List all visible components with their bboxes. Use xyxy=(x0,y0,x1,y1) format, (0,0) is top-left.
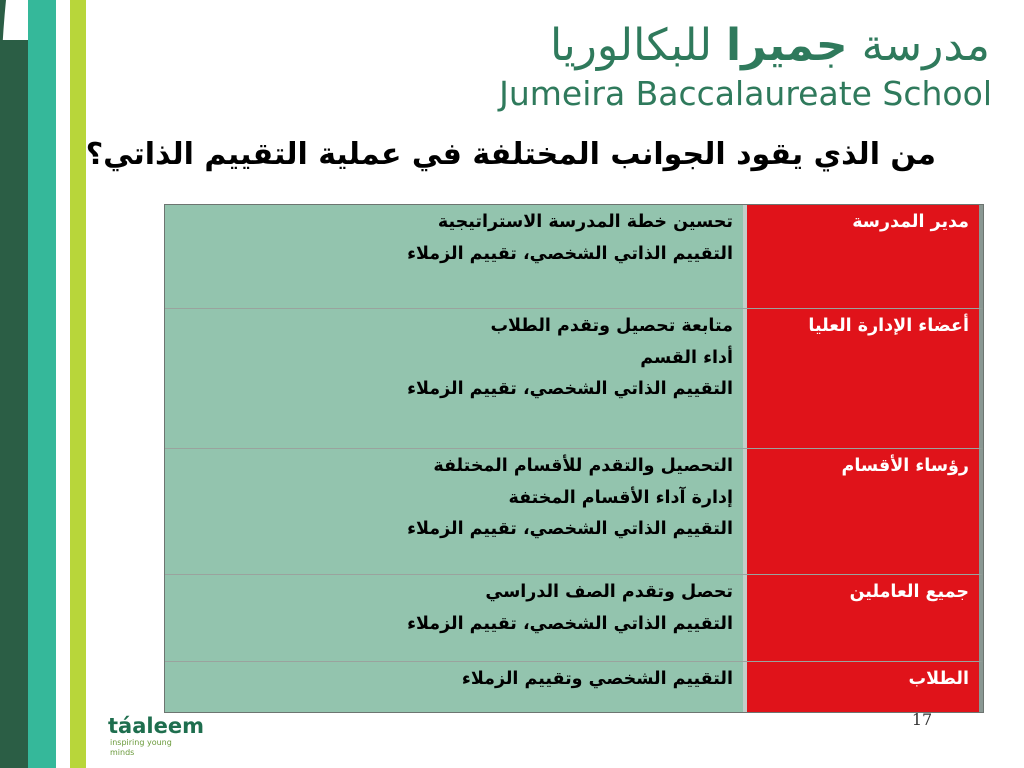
table-row xyxy=(165,205,983,309)
self-assessment-leaders-table xyxy=(164,204,984,713)
school-logo-english xyxy=(499,74,992,114)
role-cell: جميع العاملين xyxy=(743,575,983,662)
slide-title: من الذي يقود الجوانب المختلفة في عملية التقييم الذاتي؟ xyxy=(85,137,936,172)
logo-english-regular: Jumeira xyxy=(499,74,636,113)
responsibility-line: تحسين خطة المدرسة الاستراتيجية xyxy=(437,212,733,232)
responsibility-cell xyxy=(165,309,743,449)
role-cell: مدير المدرسة xyxy=(743,205,983,309)
responsibility-line: التحصيل والتقدم للأقسام المختلفة xyxy=(433,456,733,476)
responsibility-line: أداء القسم xyxy=(640,347,733,368)
table-row xyxy=(165,662,983,712)
responsibility-line: متابعة تحصيل وتقدم الطلاب xyxy=(490,316,733,336)
responsibility-cell xyxy=(165,575,743,662)
taaleem-logo xyxy=(108,714,204,757)
logo-arabic-part-1: مدرسة xyxy=(847,20,990,71)
responsibility-cell xyxy=(165,449,743,575)
logo-english-bold: Baccalaureate School xyxy=(635,74,992,113)
table-row xyxy=(165,309,983,449)
taaleem-brand-text: táaleem xyxy=(108,714,204,738)
page-number: 17 xyxy=(911,710,933,729)
responsibility-line: التقييم الذاتي الشخصي، تقييم الزملاء xyxy=(407,379,733,399)
taaleem-tagline: inspiring young minds xyxy=(110,738,172,757)
responsibility-line: التقييم الذاتي الشخصي، تقييم الزملاء xyxy=(407,613,733,634)
role-cell: أعضاء الإدارة العليا xyxy=(743,309,983,449)
responsibility-line: التقييم الشخصي وتقييم الزملاء xyxy=(461,669,733,689)
responsibility-line: التقييم الذاتي الشخصي، تقييم الزملاء xyxy=(407,243,733,264)
school-logo-arabic xyxy=(550,20,990,72)
logo-arabic-part-2: للبكالوريا xyxy=(550,20,727,71)
responsibility-line: إدارة آداء الأقسام المختفة xyxy=(508,487,733,508)
table-row xyxy=(165,449,983,575)
decorative-side-stripes xyxy=(0,0,90,768)
logo-arabic-bold: جميرا xyxy=(726,20,848,71)
responsibility-line: تحصل وتقدم الصف الدراسي xyxy=(485,582,733,602)
table-row xyxy=(165,575,983,662)
responsibility-line: التقييم الذاتي الشخصي، تقييم الزملاء xyxy=(407,519,733,539)
responsibility-cell xyxy=(165,205,743,309)
responsibility-cell xyxy=(165,662,743,712)
role-cell: رؤساء الأقسام xyxy=(743,449,983,575)
role-cell: الطلاب xyxy=(743,662,983,712)
